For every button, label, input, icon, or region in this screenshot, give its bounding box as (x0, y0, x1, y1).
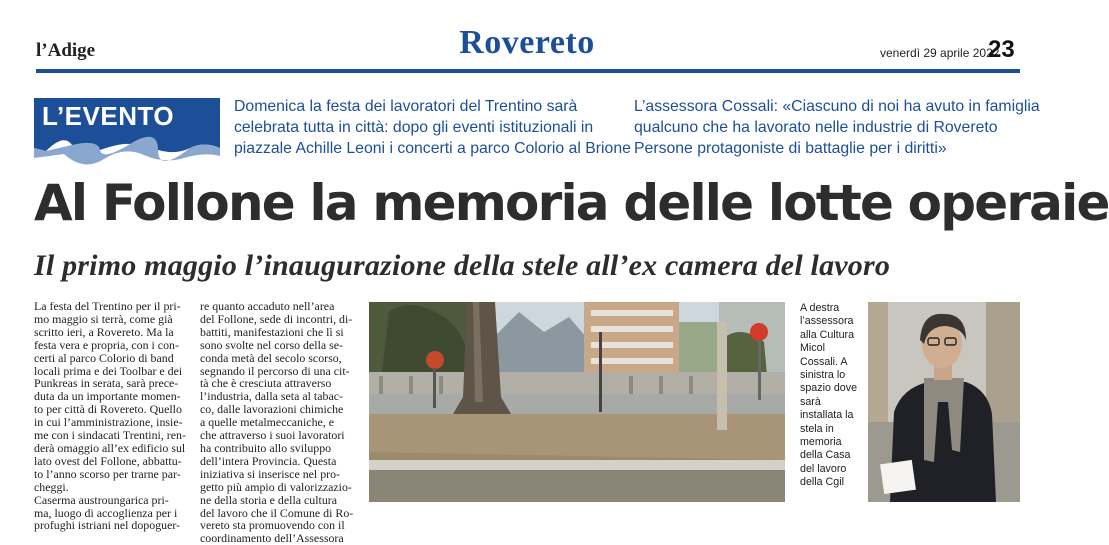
kicker-line: L’assessora Cossali: «Ciascuno di noi ha avuto in famiglia (634, 98, 1040, 115)
body-line: dell’intera Provincia. Questa (200, 453, 337, 468)
kicker-left (234, 96, 631, 159)
photo-caption (800, 302, 866, 490)
body-line: iniziativa si inserisce nel pro- (200, 466, 340, 481)
body-line: cheggi. (34, 479, 69, 494)
event-tag (34, 98, 220, 162)
kicker-line: piazzale Achille Leoni i concerti a parco Colorio al Brione (234, 140, 631, 157)
caption-line: l’assessora (800, 315, 854, 328)
body-line: ne della storia e della cultura (200, 492, 338, 507)
body-line: mo maggio si terrà, come già (34, 311, 173, 326)
issue-date: venerdì 29 aprile 2022 (880, 46, 1000, 60)
caption-line: A destra (800, 302, 840, 314)
body-line: to l’anno scorso per trarne par- (34, 466, 181, 481)
body-column-1 (34, 299, 190, 533)
caption-line: Cossali. A (800, 355, 848, 368)
body-line: a quelle metalmeccaniche, e (200, 415, 335, 430)
body-line: lato ovest del Follone, abbattu- (34, 453, 182, 468)
kicker-line: Persone protagoniste di battaglie per i diritti» (634, 140, 947, 157)
body-line: battiti, manifestazioni che lì si (200, 324, 344, 339)
body-line: La festa del Trentino per il pri- (34, 299, 181, 313)
masthead-rule (36, 69, 1020, 73)
site-photo-illustration (369, 302, 785, 502)
body-line: sono svolte nel corso della se- (200, 337, 343, 352)
caption-line: spazio dove (800, 382, 858, 395)
body-column-2 (200, 299, 360, 545)
site-photo (369, 302, 785, 502)
body-line: tà che è cresciuta attraverso (200, 376, 332, 391)
body-line: getto più ampio di valorizzazio- (200, 479, 352, 494)
caption-line: stela in (800, 422, 834, 435)
caption-line: sarà (800, 395, 821, 408)
portrait-photo-illustration (868, 302, 1020, 502)
subheadline: Il primo maggio l’inaugurazione della stele all’ex camera del lavoro (34, 249, 891, 282)
body-line: to per città di Rovereto. Quello (34, 402, 182, 417)
body-line: co, dalle lavorazioni chimiche (200, 402, 344, 417)
caption-line: della Casa (800, 449, 851, 462)
body-line: profughi istriani nel dopoguer- (34, 518, 181, 533)
headline: Al Follone la memoria delle lotte operaie (34, 174, 1109, 232)
caption-line: memoria (800, 436, 842, 449)
kicker-line: celebrata tutta in città: dopo gli eventi istituzionali in (234, 119, 594, 136)
body-line: ha contribuito allo sviluppo (200, 440, 332, 455)
body-line: ma, luogo di accoglienza per i (34, 505, 178, 520)
body-line: scritto ieri, a Rovereto. Ma la (34, 324, 174, 339)
page-number: 23 (988, 36, 1015, 63)
body-line: derà omaggio all’ex edificio sul (34, 440, 186, 455)
body-line: del lavoro che il Comune di Ro- (200, 505, 354, 520)
body-line: l’industria, dalla seta al tabac- (200, 389, 343, 404)
body-line: certi al parco Colorio di band (34, 350, 174, 365)
kicker-right (634, 96, 1040, 159)
event-tag-label: L’EVENTO (42, 101, 175, 131)
body-line: coordinamento dell’Assessora (200, 531, 344, 545)
kicker-line: qualcuno che ha lavorato nelle industrie di Rovereto (634, 119, 998, 136)
portrait-photo (868, 302, 1020, 502)
body-line: in cui l’amministrazione, insie- (34, 415, 183, 430)
body-line: locali prima e dei Toolbar e dei (34, 363, 183, 378)
body-line: me con i sindacati Trentini, ren- (34, 428, 186, 443)
body-line: re quanto accaduto nell’area (200, 299, 335, 313)
body-line: conda metà del secolo scorso, (200, 350, 342, 365)
body-line: Punkreas in serata, sarà prece- (34, 376, 179, 391)
body-line: segnando il percorso di una cit- (200, 363, 350, 378)
section-title: Rovereto (459, 24, 595, 61)
body-line: duta da un importante momen- (34, 389, 181, 404)
masthead (0, 0, 1024, 72)
caption-line: installata la (800, 409, 854, 422)
body-line: che attraverso i suoi lavoratori (200, 428, 345, 443)
caption-line: del lavoro (800, 462, 847, 475)
caption-line: sinistra lo (800, 369, 846, 382)
body-line: vereto sta promuovendo con il (200, 518, 345, 533)
body-line: Caserma austroungarica pri- (34, 492, 169, 507)
newspaper-name: l’Adige (36, 40, 96, 61)
body-line: festa vera e propria, con i con- (34, 337, 179, 352)
kicker-line: Domenica la festa dei lavoratori del Trentino sarà (234, 98, 578, 115)
body-line: del Follone, sede di incontri, di- (200, 311, 353, 326)
caption-line: Micol (800, 342, 825, 355)
caption-line: alla Cultura (800, 328, 855, 341)
caption-line: della Cgil (800, 476, 844, 489)
